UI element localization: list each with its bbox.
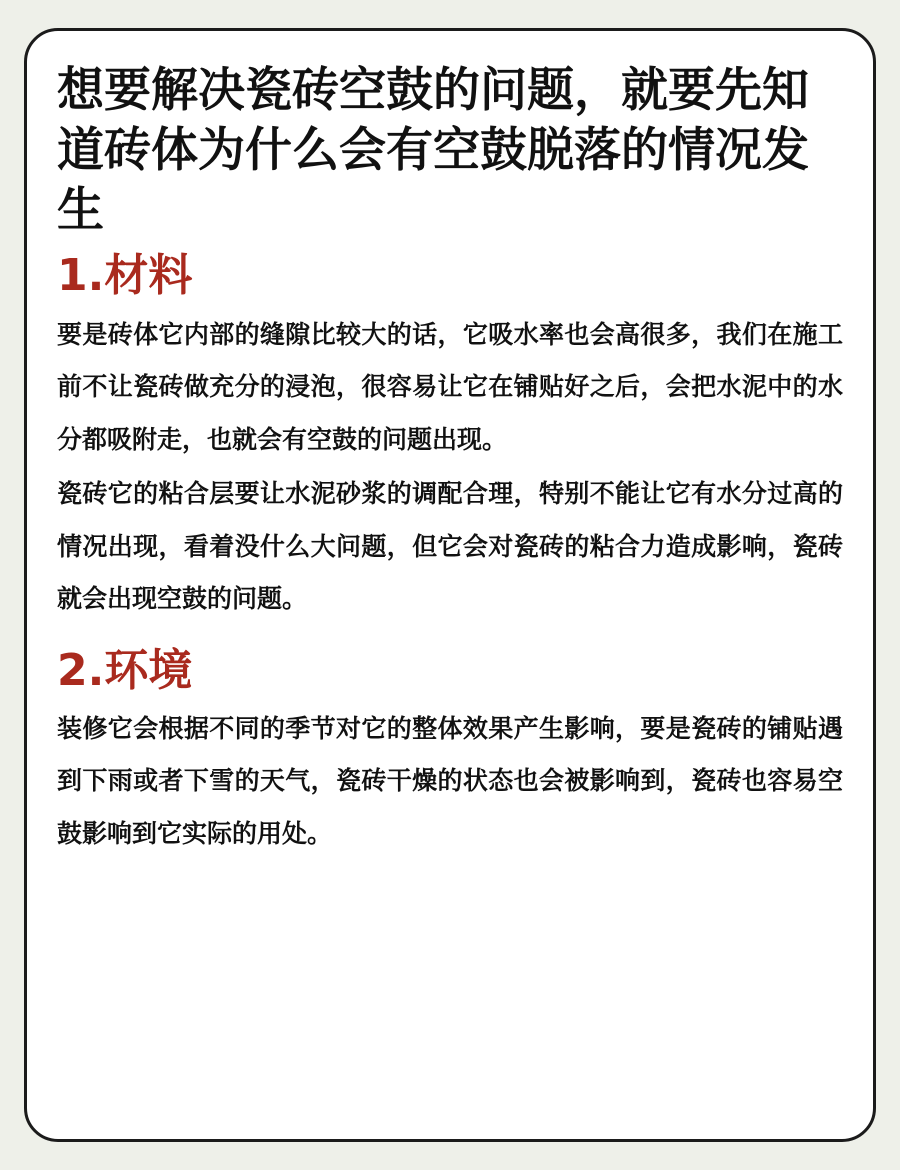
article-body — [27, 31, 873, 860]
section-1-paragraph-2: 瓷砖它的粘合层要让水泥砂浆的调配合理，特别不能让它有水分过高的情况出现，看着没什么大问题，但它会对瓷砖的粘合力造成影响，瓷砖就会出现空鼓的问题。 — [57, 479, 843, 614]
section-spacer — [57, 628, 843, 636]
section-1-paragraph-1: 要是砖体它内部的缝隙比较大的话，它吸水率也会高很多，我们在施工前不让瓷砖做充分的浸泡，很容易让它在铺贴好之后，会把水泥中的水分都吸附走，也就会有空鼓的问题出现。 — [57, 319, 843, 454]
section-heading-2: 2.环境 — [57, 644, 193, 696]
article-card — [24, 28, 876, 1142]
section-2-paragraph-1: 装修它会根据不同的季节对它的整体效果产生影响，要是瓷砖的铺贴遇到下雨或者下雪的天气，瓷砖干燥的状态也会被影响到，瓷砖也容易空鼓影响到它实际的用处。 — [57, 713, 843, 848]
page-title: 想要解决瓷砖空鼓的问题，就要先知道砖体为什么会有空鼓脱落的情况发生 — [57, 63, 809, 239]
section-heading-1: 1.材料 — [57, 250, 193, 302]
